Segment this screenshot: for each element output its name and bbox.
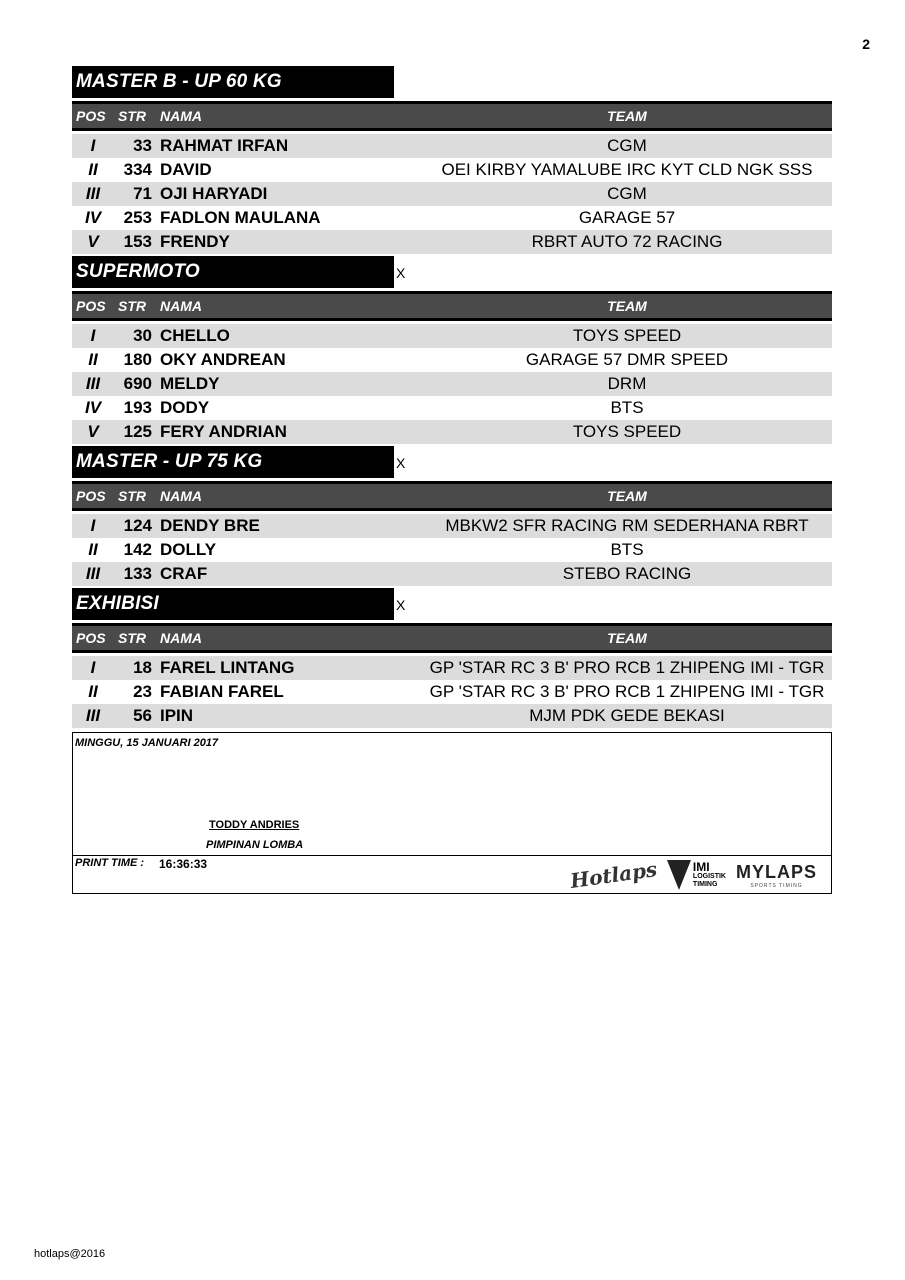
result-row	[72, 562, 832, 586]
row-pos: III	[85, 706, 101, 725]
print-time-value: 16:36:33	[159, 857, 208, 871]
row-pos: II	[88, 160, 98, 179]
mylaps-logo	[736, 862, 817, 889]
header-nama: NAMA	[160, 108, 202, 124]
result-row	[72, 158, 832, 182]
row-nama: FAREL LINTANG	[160, 658, 295, 677]
row-pos: IV	[84, 398, 102, 417]
row-nama: CRAF	[160, 564, 208, 583]
signer-name: TODDY ANDRIES	[209, 819, 300, 831]
imi-logo-icon	[667, 860, 691, 890]
header-team: TEAM	[607, 108, 647, 124]
hotlaps-logo: Hotlaps	[568, 857, 659, 893]
column-header	[72, 481, 832, 511]
row-nama: OJI HARYADI	[160, 184, 268, 203]
row-nama: MELDY	[160, 374, 220, 393]
sponsor-logos	[570, 858, 817, 892]
header-nama: NAMA	[160, 630, 202, 646]
row-str: 142	[123, 540, 152, 559]
result-row	[72, 514, 832, 538]
row-pos: III	[85, 374, 101, 393]
section-title: MASTER - UP 75 KG	[72, 446, 394, 478]
row-nama: DOLLY	[160, 540, 217, 559]
row-pos: II	[88, 540, 98, 559]
copyright: hotlaps@2016	[34, 1248, 106, 1260]
row-str: 334	[123, 160, 152, 179]
row-nama: FABIAN FAREL	[160, 682, 284, 701]
row-team: CGM	[607, 136, 647, 155]
header-str: STR	[118, 298, 146, 314]
row-pos: I	[90, 516, 96, 535]
row-str: 124	[123, 516, 152, 535]
row-team: GP 'STAR RC 3 B' PRO RCB 1 ZHIPENG IMI - TGR	[429, 658, 825, 677]
result-row	[72, 372, 832, 396]
result-row	[72, 704, 832, 728]
column-header	[72, 291, 832, 321]
header-team: TEAM	[607, 298, 647, 314]
row-pos: II	[88, 350, 98, 369]
row-pos: V	[87, 232, 99, 251]
row-pos: I	[90, 326, 96, 345]
result-section	[72, 254, 832, 444]
row-pos: III	[85, 184, 101, 203]
header-str: STR	[118, 488, 146, 504]
mylaps-logo-sub: SPORTS TIMING	[750, 882, 803, 889]
row-str: 133	[123, 564, 152, 583]
footer-divider	[73, 855, 831, 856]
row-team: TOYS SPEED	[572, 326, 682, 345]
sections-container	[72, 64, 832, 728]
mylaps-logo-text: MYLAPS	[735, 861, 817, 882]
header-pos: POS	[76, 298, 106, 314]
header-nama: NAMA	[160, 488, 202, 504]
row-pos: IV	[84, 208, 102, 227]
row-nama: FERY ANDRIAN	[160, 422, 287, 441]
print-time-label: PRINT TIME :	[75, 857, 145, 869]
imi-logo-line1: LOGISTIK	[692, 873, 726, 880]
result-rows	[72, 514, 832, 586]
row-pos: III	[85, 564, 101, 583]
imi-logo-line2: TIMING	[692, 881, 718, 888]
section-title: SUPERMOTO	[72, 256, 394, 288]
row-nama: FADLON MAULANA	[160, 208, 321, 227]
header-pos: POS	[76, 108, 106, 124]
row-nama: DODY	[160, 398, 210, 417]
result-row	[72, 538, 832, 562]
result-row	[72, 182, 832, 206]
row-str: 23	[133, 682, 152, 701]
row-str: 33	[133, 136, 152, 155]
result-row	[72, 348, 832, 372]
row-team: TOYS SPEED	[572, 422, 682, 441]
row-team: GP 'STAR RC 3 B' PRO RCB 1 ZHIPENG IMI - TGR	[429, 682, 825, 701]
result-row	[72, 396, 832, 420]
result-row	[72, 230, 832, 254]
header-str: STR	[118, 630, 146, 646]
result-row	[72, 656, 832, 680]
header-pos: POS	[76, 488, 106, 504]
header-str: STR	[118, 108, 146, 124]
header-team: TEAM	[607, 630, 647, 646]
row-team: OEI KIRBY YAMALUBE IRC KYT CLD NGK SSS	[441, 160, 813, 179]
row-str: 153	[123, 232, 152, 251]
result-row	[72, 324, 832, 348]
row-nama: DENDY BRE	[160, 516, 260, 535]
result-section	[72, 64, 832, 254]
page-number: 2	[862, 36, 870, 52]
section-title: MASTER B - UP 60 KG	[72, 66, 394, 98]
race-date: MINGGU, 15 JANUARI 2017	[75, 737, 219, 749]
row-nama: DAVID	[160, 160, 212, 179]
row-str: 18	[133, 658, 152, 677]
row-team: STEBO RACING	[562, 564, 692, 583]
footer-box	[72, 732, 832, 894]
result-row	[72, 680, 832, 704]
section-mark: X	[396, 455, 406, 471]
row-str: 125	[123, 422, 152, 441]
row-str: 193	[123, 398, 152, 417]
row-team: CGM	[607, 184, 647, 203]
row-str: 253	[123, 208, 152, 227]
header-pos: POS	[76, 630, 106, 646]
row-str: 690	[123, 374, 152, 393]
column-header	[72, 623, 832, 653]
row-nama: FRENDY	[160, 232, 230, 251]
row-nama: CHELLO	[160, 326, 230, 345]
row-nama: OKY ANDREAN	[160, 350, 286, 369]
row-str: 180	[123, 350, 152, 369]
imi-logo-text: IMI	[692, 860, 710, 874]
result-section	[72, 444, 832, 586]
row-team: DRM	[607, 374, 647, 393]
section-title: EXHIBISI	[72, 588, 394, 620]
result-rows	[72, 656, 832, 728]
row-team: MJM PDK GEDE BEKASI	[529, 706, 725, 725]
row-team: BTS	[610, 398, 644, 417]
result-row	[72, 134, 832, 158]
signer-role: PIMPINAN LOMBA	[206, 839, 304, 851]
result-rows	[72, 134, 832, 254]
row-team: RBRT AUTO 72 RACING	[531, 232, 723, 251]
result-rows	[72, 324, 832, 444]
row-team: GARAGE 57	[578, 208, 676, 227]
section-mark: X	[396, 597, 406, 613]
result-row	[72, 420, 832, 444]
row-nama: IPIN	[160, 706, 194, 725]
row-team: BTS	[610, 540, 644, 559]
imi-logo	[667, 860, 726, 890]
row-pos: I	[90, 658, 96, 677]
row-str: 56	[133, 706, 152, 725]
row-nama: RAHMAT IRFAN	[160, 136, 289, 155]
result-section	[72, 586, 832, 728]
result-row	[72, 206, 832, 230]
results-sheet	[72, 64, 832, 894]
column-header	[72, 101, 832, 131]
row-str: 30	[133, 326, 152, 345]
header-nama: NAMA	[160, 298, 202, 314]
row-str: 71	[133, 184, 152, 203]
header-team: TEAM	[607, 488, 647, 504]
row-team: GARAGE 57 DMR SPEED	[525, 350, 729, 369]
row-pos: V	[87, 422, 99, 441]
row-team: MBKW2 SFR RACING RM SEDERHANA RBRT	[445, 516, 809, 535]
section-mark: X	[396, 265, 406, 281]
row-pos: II	[88, 682, 98, 701]
row-pos: I	[90, 136, 96, 155]
